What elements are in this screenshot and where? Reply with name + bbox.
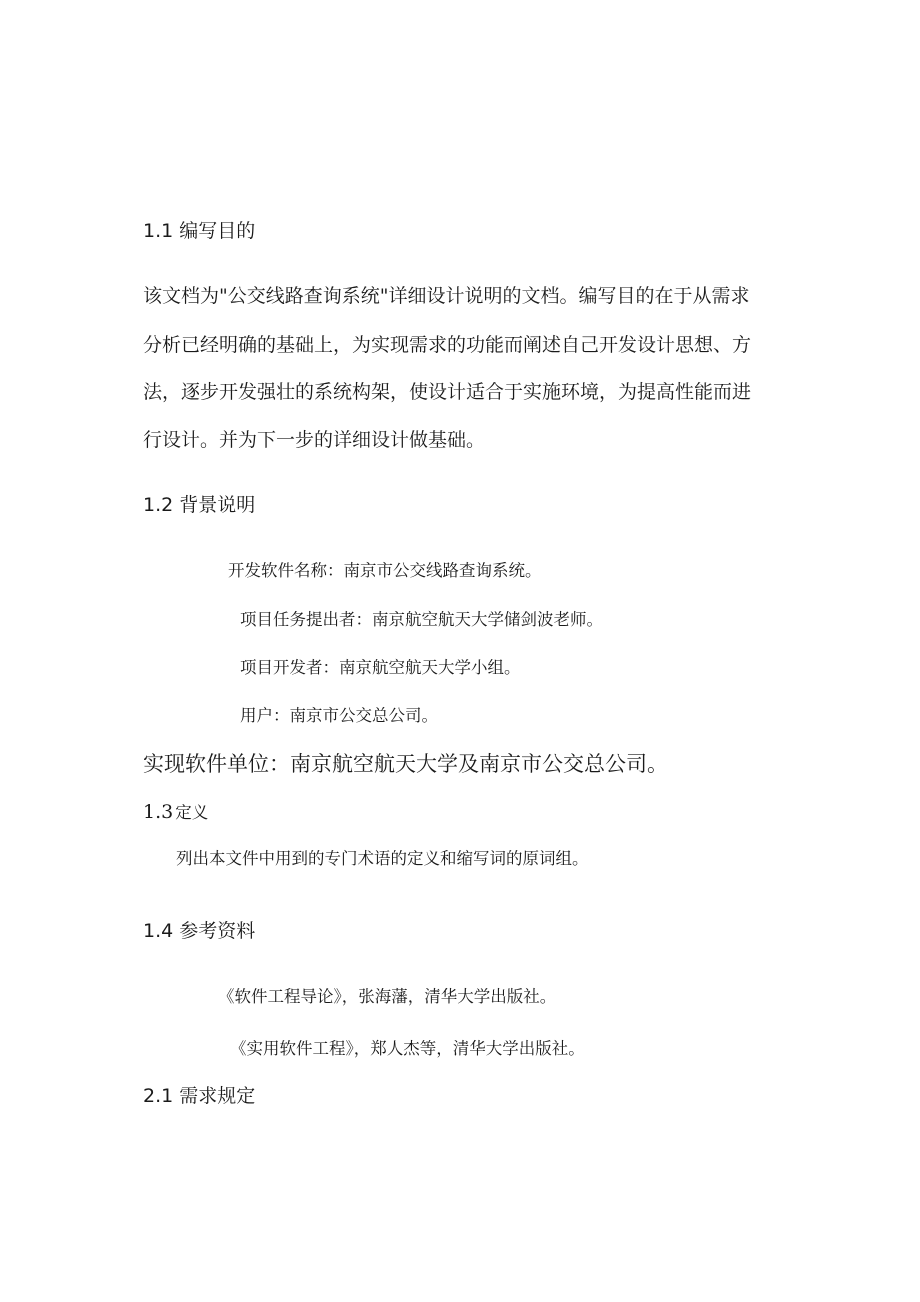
paragraph-line: 法，逐步开发强壮的系统构架，使设计适合于实施环境，为提高性能而进	[143, 381, 752, 403]
section-heading-2-1: 2.1 需求规定	[143, 1085, 256, 1107]
heading-text: 定义	[175, 803, 209, 822]
heading-number: 1.3	[143, 801, 174, 823]
reference-item: 《软件工程导论》，张海藩，清华大学出版社。	[218, 987, 557, 1006]
section-heading-1-1: 1.1 编写目的	[143, 220, 256, 242]
reference-item: 《实用软件工程》，郑人杰等，清华大学出版社。	[230, 1039, 585, 1058]
section-heading-1-2: 1.2 背景说明	[143, 494, 256, 516]
paragraph-line: 分析已经明确的基础上，为实现需求的功能而阐述自己开发设计思想、方	[143, 334, 752, 356]
background-line-proposer: 项目任务提出者：南京航空航天大学储剑波老师。	[240, 610, 603, 629]
section-heading-1-3	[143, 803, 208, 822]
background-line-user: 用户：南京市公交总公司。	[240, 706, 438, 725]
paragraph-line: 行设计。并为下一步的详细设计做基础。	[143, 429, 486, 451]
definition-paragraph: 列出本文件中用到的专门术语的定义和缩写词的原词组。	[176, 849, 589, 868]
section-heading-1-4: 1.4 参考资料	[143, 920, 256, 942]
background-line-developer: 项目开发者：南京航空航天大学小组。	[240, 658, 521, 677]
paragraph-line: 该文档为"公交线路查询系统"详细设计说明的文档。编写目的在于从需求	[143, 285, 750, 307]
implementing-unit-line: 实现软件单位：南京航空航天大学及南京市公交总公司。	[143, 752, 668, 776]
background-line-software-name: 开发软件名称：南京市公交线路查询系统。	[228, 561, 542, 580]
